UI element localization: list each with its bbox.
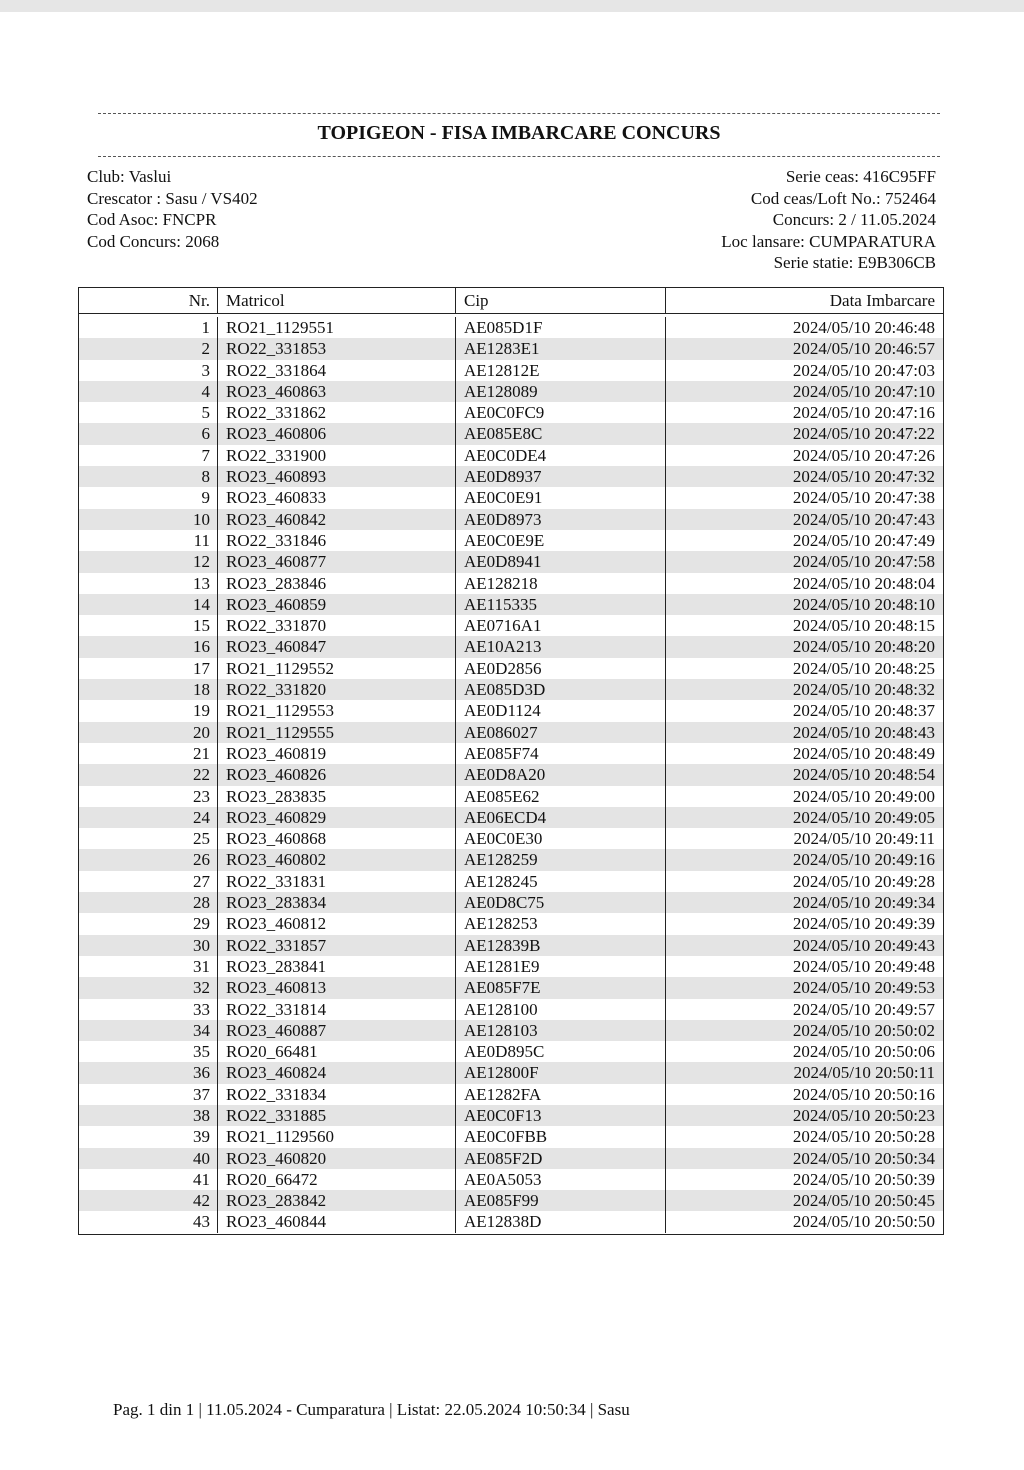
table-row (79, 722, 943, 743)
row-cip: AE1283E1 (456, 338, 666, 359)
table-row (79, 849, 943, 870)
row-matricol: RO23_460802 (218, 849, 456, 870)
row-cip: AE12812E (456, 360, 666, 381)
row-matricol: RO20_66481 (218, 1041, 456, 1062)
row-cip: AE085D3D (456, 679, 666, 700)
row-data-imbarcare: 2024/05/10 20:47:38 (792, 488, 935, 508)
info-serie-statie: Serie statie: E9B306CB (773, 253, 936, 272)
row-data-imbarcare: 2024/05/10 20:50:39 (792, 1169, 935, 1189)
row-data-imbarcare: 2024/05/10 20:49:57 (792, 999, 935, 1019)
row-data-imbarcare: 2024/05/10 20:48:15 (792, 616, 935, 636)
row-cip: AE0C0FBB (456, 1126, 666, 1147)
dashed-divider-bottom (98, 156, 940, 157)
row-cip: AE12800F (456, 1062, 666, 1083)
row-nr: 31 (79, 956, 218, 977)
row-matricol: RO22_331900 (218, 445, 456, 466)
row-cip: AE1281E9 (456, 956, 666, 977)
row-cip: AE0D8A20 (456, 764, 666, 785)
row-nr: 36 (79, 1062, 218, 1083)
row-data-imbarcare: 2024/05/10 20:48:32 (792, 680, 935, 700)
row-nr: 4 (79, 381, 218, 402)
column-header-data-imbarcare: Data Imbarcare (829, 291, 935, 310)
row-matricol: RO22_331853 (218, 338, 456, 359)
row-matricol: RO23_283835 (218, 786, 456, 807)
row-cip: AE0D8973 (456, 509, 666, 530)
row-cip: AE085F99 (456, 1190, 666, 1211)
table-row (79, 1169, 943, 1190)
row-matricol: RO23_460893 (218, 466, 456, 487)
row-data-imbarcare: 2024/05/10 20:46:48 (792, 318, 935, 337)
row-cip: AE0C0E91 (456, 487, 666, 508)
table-row (79, 423, 943, 444)
row-matricol: RO21_1129555 (218, 722, 456, 743)
row-matricol: RO22_331820 (218, 679, 456, 700)
row-data-imbarcare: 2024/05/10 20:48:10 (792, 594, 935, 614)
row-matricol: RO23_460806 (218, 423, 456, 444)
row-cip: AE0716A1 (456, 615, 666, 636)
row-nr: 43 (79, 1211, 218, 1232)
table-row (79, 977, 943, 998)
row-data-imbarcare: 2024/05/10 20:47:03 (792, 360, 935, 380)
row-data-imbarcare: 2024/05/10 20:49:16 (792, 850, 935, 870)
row-data-imbarcare: 2024/05/10 20:48:04 (792, 573, 935, 593)
row-matricol: RO20_66472 (218, 1169, 456, 1190)
row-nr: 38 (79, 1105, 218, 1126)
row-nr: 3 (79, 360, 218, 381)
row-cip: AE0C0F13 (456, 1105, 666, 1126)
row-data-imbarcare: 2024/05/10 20:48:20 (792, 637, 935, 657)
row-data-imbarcare: 2024/05/10 20:47:16 (792, 403, 935, 423)
row-nr: 33 (79, 999, 218, 1020)
row-matricol: RO22_331846 (218, 530, 456, 551)
row-cip: AE085E62 (456, 786, 666, 807)
table-row (79, 381, 943, 402)
table-row (79, 1020, 943, 1041)
table-row (79, 594, 943, 615)
row-cip: AE0D8937 (456, 466, 666, 487)
row-cip: AE0C0E30 (456, 828, 666, 849)
row-data-imbarcare: 2024/05/10 20:50:45 (792, 1191, 935, 1211)
table-row (79, 402, 943, 423)
viewer-top-bar (0, 0, 1024, 12)
column-header-matricol: Matricol (218, 288, 456, 313)
row-cip: AE085F7E (456, 977, 666, 998)
row-nr: 5 (79, 402, 218, 423)
row-nr: 6 (79, 423, 218, 444)
row-data-imbarcare: 2024/05/10 20:49:05 (792, 807, 935, 827)
row-matricol: RO23_460844 (218, 1211, 456, 1232)
row-cip: AE128259 (456, 849, 666, 870)
page-footer: Pag. 1 din 1 | 11.05.2024 - Cumparatura | Listat: 22.05.2024 10:50:34 | Sasu (113, 1400, 630, 1419)
row-nr: 11 (79, 530, 218, 551)
row-nr: 7 (79, 445, 218, 466)
table-row (79, 573, 943, 594)
info-loc-lansare: Loc lansare: CUMPARATURA (721, 231, 936, 251)
row-data-imbarcare: 2024/05/10 20:48:54 (792, 765, 935, 785)
row-matricol: RO23_460824 (218, 1062, 456, 1083)
embarkation-table (78, 287, 944, 1235)
row-nr: 41 (79, 1169, 218, 1190)
row-matricol: RO22_331814 (218, 999, 456, 1020)
row-cip: AE115335 (456, 594, 666, 615)
row-nr: 21 (79, 743, 218, 764)
row-nr: 8 (79, 466, 218, 487)
column-header-cip: Cip (456, 288, 666, 313)
table-header (79, 288, 943, 314)
table-row (79, 1126, 943, 1147)
row-nr: 40 (79, 1148, 218, 1169)
table-row (79, 1084, 943, 1105)
table-row (79, 509, 943, 530)
row-cip: AE0D1124 (456, 700, 666, 721)
table-row (79, 679, 943, 700)
row-data-imbarcare: 2024/05/10 20:50:28 (792, 1127, 935, 1147)
row-matricol: RO23_460887 (218, 1020, 456, 1041)
row-nr: 15 (79, 615, 218, 636)
row-nr: 20 (79, 722, 218, 743)
row-data-imbarcare: 2024/05/10 20:49:28 (792, 871, 935, 891)
row-matricol: RO23_460847 (218, 636, 456, 657)
table-row (79, 530, 943, 551)
info-cod-ceas: Cod ceas/Loft No.: 752464 (750, 188, 936, 208)
row-nr: 18 (79, 679, 218, 700)
row-nr: 35 (79, 1041, 218, 1062)
row-data-imbarcare: 2024/05/10 20:47:26 (792, 445, 935, 465)
row-nr: 37 (79, 1084, 218, 1105)
row-data-imbarcare: 2024/05/10 20:48:37 (792, 701, 935, 721)
row-nr: 19 (79, 700, 218, 721)
row-matricol: RO23_460813 (218, 977, 456, 998)
table-row (79, 338, 943, 359)
row-nr: 2 (79, 338, 218, 359)
row-cip: AE128100 (456, 999, 666, 1020)
dashed-divider-top (98, 113, 940, 114)
info-crescator: Crescator : Sasu / VS402 (87, 188, 258, 208)
table-row (79, 956, 943, 977)
table-row (79, 999, 943, 1020)
row-data-imbarcare: 2024/05/10 20:49:39 (792, 914, 935, 934)
row-matricol: RO23_460859 (218, 594, 456, 615)
row-data-imbarcare: 2024/05/10 20:47:43 (792, 509, 935, 529)
row-data-imbarcare: 2024/05/10 20:46:57 (792, 339, 935, 359)
table-row (79, 466, 943, 487)
info-left-block (87, 166, 258, 252)
table-row (79, 317, 943, 338)
table-row (79, 445, 943, 466)
info-right-block (721, 166, 936, 274)
row-nr: 1 (79, 317, 218, 338)
table-row (79, 913, 943, 934)
info-serie-ceas: Serie ceas: 416C95FF (785, 167, 936, 186)
row-data-imbarcare: 2024/05/10 20:49:43 (792, 935, 935, 955)
row-matricol: RO21_1129553 (218, 700, 456, 721)
row-cip: AE0D8941 (456, 551, 666, 572)
row-matricol: RO23_460829 (218, 807, 456, 828)
document-title: TOPIGEON - FISA IMBARCARE CONCURS (317, 122, 721, 144)
row-cip: AE085E8C (456, 423, 666, 444)
row-cip: AE128253 (456, 913, 666, 934)
row-nr: 27 (79, 871, 218, 892)
table-row (79, 551, 943, 572)
row-cip: AE1282FA (456, 1084, 666, 1105)
table-row (79, 1062, 943, 1083)
table-row (79, 807, 943, 828)
row-data-imbarcare: 2024/05/10 20:47:22 (792, 424, 935, 444)
row-cip: AE0D2856 (456, 658, 666, 679)
row-nr: 23 (79, 786, 218, 807)
table-row (79, 935, 943, 956)
row-nr: 22 (79, 764, 218, 785)
row-cip: AE085D1F (456, 317, 666, 338)
row-matricol: RO21_1129551 (218, 317, 456, 338)
row-nr: 29 (79, 913, 218, 934)
row-matricol: RO23_460842 (218, 509, 456, 530)
row-data-imbarcare: 2024/05/10 20:49:34 (792, 893, 935, 913)
table-row (79, 892, 943, 913)
table-row (79, 615, 943, 636)
row-nr: 32 (79, 977, 218, 998)
row-cip: AE0C0E9E (456, 530, 666, 551)
table-row (79, 743, 943, 764)
row-cip: AE0A5053 (456, 1169, 666, 1190)
row-cip: AE085F74 (456, 743, 666, 764)
row-data-imbarcare: 2024/05/10 20:48:49 (792, 743, 935, 763)
info-cod-asoc: Cod Asoc: FNCPR (87, 210, 217, 229)
table-row (79, 1148, 943, 1169)
row-matricol: RO23_283846 (218, 573, 456, 594)
row-cip: AE0D8C75 (456, 892, 666, 913)
row-data-imbarcare: 2024/05/10 20:49:00 (792, 786, 935, 806)
info-club: Club: Vaslui (87, 167, 172, 186)
row-data-imbarcare: 2024/05/10 20:50:50 (792, 1212, 935, 1232)
row-data-imbarcare: 2024/05/10 20:49:11 (793, 829, 935, 849)
row-data-imbarcare: 2024/05/10 20:47:10 (792, 381, 935, 401)
row-nr: 26 (79, 849, 218, 870)
row-cip: AE12839B (456, 935, 666, 956)
row-nr: 13 (79, 573, 218, 594)
row-cip: AE0C0DE4 (456, 445, 666, 466)
table-row (79, 636, 943, 657)
row-nr: 14 (79, 594, 218, 615)
row-matricol: RO22_331885 (218, 1105, 456, 1126)
row-nr: 24 (79, 807, 218, 828)
row-matricol: RO23_460812 (218, 913, 456, 934)
row-data-imbarcare: 2024/05/10 20:50:34 (792, 1148, 935, 1168)
table-row (79, 786, 943, 807)
row-nr: 16 (79, 636, 218, 657)
row-matricol: RO23_283834 (218, 892, 456, 913)
table-row (79, 1041, 943, 1062)
info-concurs: Concurs: 2 / 11.05.2024 (772, 210, 936, 229)
table-row (79, 1190, 943, 1211)
row-matricol: RO23_460863 (218, 381, 456, 402)
row-cip: AE128218 (456, 573, 666, 594)
row-data-imbarcare: 2024/05/10 20:50:11 (793, 1063, 935, 1083)
row-data-imbarcare: 2024/05/10 20:49:48 (792, 956, 935, 976)
row-nr: 17 (79, 658, 218, 679)
table-row (79, 1211, 943, 1232)
row-cip: AE128245 (456, 871, 666, 892)
table-row (79, 1105, 943, 1126)
row-nr: 30 (79, 935, 218, 956)
row-nr: 10 (79, 509, 218, 530)
row-matricol: RO23_283842 (218, 1190, 456, 1211)
row-matricol: RO22_331864 (218, 360, 456, 381)
row-matricol: RO23_460833 (218, 487, 456, 508)
row-cip: AE12838D (456, 1211, 666, 1232)
row-cip: AE128089 (456, 381, 666, 402)
table-row (79, 487, 943, 508)
row-cip: AE10A213 (456, 636, 666, 657)
row-matricol: RO22_331870 (218, 615, 456, 636)
row-matricol: RO23_460826 (218, 764, 456, 785)
row-cip: AE086027 (456, 722, 666, 743)
row-data-imbarcare: 2024/05/10 20:47:58 (792, 552, 935, 572)
row-matricol: RO22_331834 (218, 1084, 456, 1105)
row-data-imbarcare: 2024/05/10 20:50:06 (792, 1042, 935, 1062)
table-row (79, 360, 943, 381)
info-cod-concurs: Cod Concurs: 2068 (87, 231, 220, 251)
row-matricol: RO22_331862 (218, 402, 456, 423)
row-nr: 28 (79, 892, 218, 913)
table-row (79, 828, 943, 849)
column-header-nr: Nr. (79, 288, 218, 313)
row-matricol: RO23_460868 (218, 828, 456, 849)
table-row (79, 764, 943, 785)
row-nr: 25 (79, 828, 218, 849)
row-nr: 39 (79, 1126, 218, 1147)
row-data-imbarcare: 2024/05/10 20:47:32 (792, 467, 935, 487)
table-body (79, 314, 943, 1234)
row-nr: 9 (79, 487, 218, 508)
table-row (79, 871, 943, 892)
row-cip: AE06ECD4 (456, 807, 666, 828)
row-data-imbarcare: 2024/05/10 20:50:16 (792, 1084, 935, 1104)
table-row (79, 700, 943, 721)
row-matricol: RO21_1129552 (218, 658, 456, 679)
row-matricol: RO23_460820 (218, 1148, 456, 1169)
row-cip: AE128103 (456, 1020, 666, 1041)
row-matricol: RO23_460819 (218, 743, 456, 764)
row-nr: 42 (79, 1190, 218, 1211)
table-row (79, 658, 943, 679)
row-cip: AE0C0FC9 (456, 402, 666, 423)
row-matricol: RO23_460877 (218, 551, 456, 572)
row-cip: AE0D895C (456, 1041, 666, 1062)
row-data-imbarcare: 2024/05/10 20:48:43 (792, 722, 935, 742)
row-data-imbarcare: 2024/05/10 20:49:53 (792, 978, 935, 998)
row-cip: AE085F2D (456, 1148, 666, 1169)
row-nr: 34 (79, 1020, 218, 1041)
row-matricol: RO21_1129560 (218, 1126, 456, 1147)
row-matricol: RO22_331857 (218, 935, 456, 956)
row-data-imbarcare: 2024/05/10 20:48:25 (792, 658, 935, 678)
row-nr: 12 (79, 551, 218, 572)
row-data-imbarcare: 2024/05/10 20:47:49 (792, 530, 935, 550)
row-data-imbarcare: 2024/05/10 20:50:23 (792, 1105, 935, 1125)
row-matricol: RO23_283841 (218, 956, 456, 977)
row-data-imbarcare: 2024/05/10 20:50:02 (792, 1020, 935, 1040)
row-matricol: RO22_331831 (218, 871, 456, 892)
